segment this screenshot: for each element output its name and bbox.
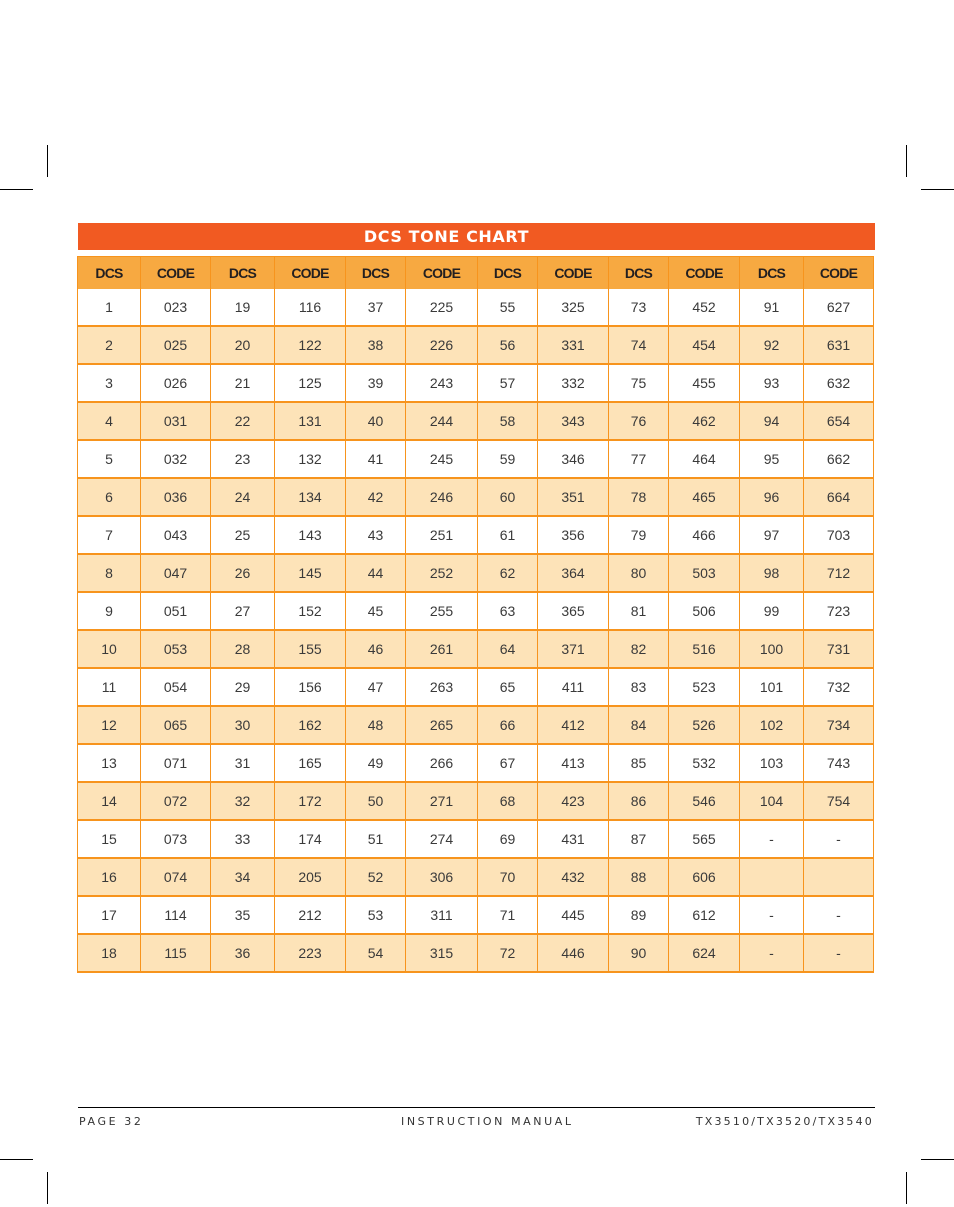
code-cell: 065	[141, 706, 211, 744]
table-row	[78, 478, 874, 516]
dcs-number-cell: 88	[609, 858, 669, 896]
dcs-number-cell: 9	[78, 592, 141, 630]
chart-title: DCS TONE CHART	[78, 223, 875, 250]
code-cell: 506	[669, 592, 740, 630]
table-row	[78, 440, 874, 478]
table-row	[78, 289, 874, 326]
code-cell: 132	[275, 440, 346, 478]
code-cell: 466	[669, 516, 740, 554]
dcs-number-cell: 55	[478, 289, 538, 326]
code-cell: 071	[141, 744, 211, 782]
code-cell: 627	[804, 289, 874, 326]
dcs-number-cell: 7	[78, 516, 141, 554]
code-cell: 452	[669, 289, 740, 326]
code-cell: 212	[275, 896, 346, 934]
code-cell: 631	[804, 326, 874, 364]
code-cell: 351	[538, 478, 609, 516]
dcs-number-cell: 38	[346, 326, 406, 364]
code-cell: 356	[538, 516, 609, 554]
dcs-number-cell: 27	[211, 592, 275, 630]
code-cell: 036	[141, 478, 211, 516]
code-cell: 074	[141, 858, 211, 896]
code-cell: 325	[538, 289, 609, 326]
code-cell: -	[804, 820, 874, 858]
code-cell: 346	[538, 440, 609, 478]
crop-mark-bottom-right-horizontal	[921, 1159, 954, 1160]
code-cell: 464	[669, 440, 740, 478]
code-cell: 266	[406, 744, 478, 782]
dcs-number-cell: 18	[78, 934, 141, 972]
code-cell: 165	[275, 744, 346, 782]
dcs-number-cell: 61	[478, 516, 538, 554]
footer-manual-title: INSTRUCTION MANUAL	[401, 1115, 574, 1128]
table-row	[78, 896, 874, 934]
dcs-number-cell: 100	[740, 630, 804, 668]
code-cell: 134	[275, 478, 346, 516]
dcs-number-cell: 41	[346, 440, 406, 478]
code-cell: 047	[141, 554, 211, 592]
code-cell: 364	[538, 554, 609, 592]
code-cell: 423	[538, 782, 609, 820]
dcs-number-cell: 84	[609, 706, 669, 744]
crop-mark-top-right-horizontal	[921, 189, 954, 190]
code-cell: 051	[141, 592, 211, 630]
dcs-number-cell: 39	[346, 364, 406, 402]
dcs-number-cell: 50	[346, 782, 406, 820]
code-cell: 732	[804, 668, 874, 706]
table-row	[78, 516, 874, 554]
dcs-number-cell: 53	[346, 896, 406, 934]
code-cell: 734	[804, 706, 874, 744]
dcs-number-cell: 28	[211, 630, 275, 668]
dcs-number-cell: 29	[211, 668, 275, 706]
table-row	[78, 820, 874, 858]
dcs-number-cell: 51	[346, 820, 406, 858]
dcs-tone-table	[77, 256, 874, 973]
dcs-number-cell: 47	[346, 668, 406, 706]
code-cell: 244	[406, 402, 478, 440]
code-cell: 516	[669, 630, 740, 668]
dcs-number-cell: 13	[78, 744, 141, 782]
code-cell: 662	[804, 440, 874, 478]
dcs-number-cell: 75	[609, 364, 669, 402]
dcs-number-cell: 68	[478, 782, 538, 820]
dcs-number-cell: 92	[740, 326, 804, 364]
dcs-number-cell: 56	[478, 326, 538, 364]
dcs-number-cell: 40	[346, 402, 406, 440]
dcs-number-cell: 1	[78, 289, 141, 326]
dcs-number-cell: 19	[211, 289, 275, 326]
table-row	[78, 630, 874, 668]
crop-mark-top-left-vertical	[47, 145, 48, 177]
header-dcs: DCS	[78, 257, 141, 290]
code-cell: 632	[804, 364, 874, 402]
dcs-number-cell: 35	[211, 896, 275, 934]
code-cell: 155	[275, 630, 346, 668]
crop-mark-bottom-right-vertical	[906, 1172, 907, 1204]
code-cell	[804, 858, 874, 896]
dcs-number-cell: 4	[78, 402, 141, 440]
dcs-number-cell: 2	[78, 326, 141, 364]
code-cell: 263	[406, 668, 478, 706]
header-dcs: DCS	[478, 257, 538, 290]
code-cell: 306	[406, 858, 478, 896]
dcs-number-cell: 99	[740, 592, 804, 630]
code-cell: 072	[141, 782, 211, 820]
header-dcs: DCS	[211, 257, 275, 290]
dcs-number-cell: 73	[609, 289, 669, 326]
footer-model-numbers: TX3510/TX3520/TX3540	[695, 1115, 874, 1128]
dcs-number-cell: 80	[609, 554, 669, 592]
code-cell: 523	[669, 668, 740, 706]
dcs-number-cell: 6	[78, 478, 141, 516]
footer-rule	[78, 1107, 875, 1108]
code-cell: 031	[141, 402, 211, 440]
code-cell: 145	[275, 554, 346, 592]
code-cell: 114	[141, 896, 211, 934]
dcs-number-cell: 67	[478, 744, 538, 782]
code-cell: 664	[804, 478, 874, 516]
code-cell: 162	[275, 706, 346, 744]
dcs-number-cell: 90	[609, 934, 669, 972]
crop-mark-bottom-left-vertical	[47, 1172, 48, 1204]
dcs-number-cell: 57	[478, 364, 538, 402]
dcs-number-cell: 86	[609, 782, 669, 820]
dcs-number-cell: 21	[211, 364, 275, 402]
dcs-number-cell: 62	[478, 554, 538, 592]
dcs-number-cell: 76	[609, 402, 669, 440]
dcs-number-cell: 96	[740, 478, 804, 516]
code-cell: 612	[669, 896, 740, 934]
footer-page-number: PAGE 32	[79, 1115, 144, 1128]
dcs-number-cell: 20	[211, 326, 275, 364]
code-cell: 503	[669, 554, 740, 592]
dcs-number-cell: 5	[78, 440, 141, 478]
dcs-number-cell: 34	[211, 858, 275, 896]
code-cell: 116	[275, 289, 346, 326]
code-cell: 371	[538, 630, 609, 668]
dcs-number-cell: 103	[740, 744, 804, 782]
dcs-number-cell: 25	[211, 516, 275, 554]
dcs-number-cell: 70	[478, 858, 538, 896]
header-dcs: DCS	[609, 257, 669, 290]
dcs-number-cell: 23	[211, 440, 275, 478]
dcs-number-cell: 63	[478, 592, 538, 630]
dcs-number-cell: 15	[78, 820, 141, 858]
dcs-number-cell: 71	[478, 896, 538, 934]
header-code: CODE	[804, 257, 874, 290]
dcs-number-cell: 12	[78, 706, 141, 744]
code-cell: 156	[275, 668, 346, 706]
dcs-number-cell: 95	[740, 440, 804, 478]
code-cell: 703	[804, 516, 874, 554]
dcs-number-cell: 14	[78, 782, 141, 820]
dcs-number-cell: 79	[609, 516, 669, 554]
code-cell: 332	[538, 364, 609, 402]
dcs-number-cell: 74	[609, 326, 669, 364]
dcs-number-cell: 16	[78, 858, 141, 896]
code-cell: 343	[538, 402, 609, 440]
code-cell: 624	[669, 934, 740, 972]
table-row	[78, 326, 874, 364]
code-cell: 743	[804, 744, 874, 782]
code-cell: 043	[141, 516, 211, 554]
code-cell: 315	[406, 934, 478, 972]
code-cell: 462	[669, 402, 740, 440]
table-row	[78, 668, 874, 706]
dcs-number-cell: 78	[609, 478, 669, 516]
header-code: CODE	[538, 257, 609, 290]
dcs-number-cell: 45	[346, 592, 406, 630]
dcs-number-cell: 91	[740, 289, 804, 326]
header-code: CODE	[669, 257, 740, 290]
dcs-number-cell: 69	[478, 820, 538, 858]
crop-mark-top-right-vertical	[906, 145, 907, 177]
dcs-number-cell	[740, 858, 804, 896]
code-cell: 251	[406, 516, 478, 554]
dcs-number-cell: -	[740, 820, 804, 858]
table-row	[78, 934, 874, 972]
code-cell: 413	[538, 744, 609, 782]
code-cell: 026	[141, 364, 211, 402]
dcs-number-cell: 11	[78, 668, 141, 706]
code-cell: 025	[141, 326, 211, 364]
dcs-number-cell: 44	[346, 554, 406, 592]
table-row	[78, 554, 874, 592]
code-cell: 032	[141, 440, 211, 478]
dcs-number-cell: 31	[211, 744, 275, 782]
dcs-number-cell: 32	[211, 782, 275, 820]
dcs-number-cell: -	[740, 896, 804, 934]
dcs-number-cell: 104	[740, 782, 804, 820]
code-cell: 265	[406, 706, 478, 744]
code-cell: 255	[406, 592, 478, 630]
code-cell: 446	[538, 934, 609, 972]
dcs-number-cell: 85	[609, 744, 669, 782]
code-cell: 023	[141, 289, 211, 326]
dcs-number-cell: -	[740, 934, 804, 972]
code-cell: 532	[669, 744, 740, 782]
dcs-number-cell: 98	[740, 554, 804, 592]
code-cell: 246	[406, 478, 478, 516]
table-row	[78, 706, 874, 744]
code-cell: -	[804, 896, 874, 934]
dcs-number-cell: 83	[609, 668, 669, 706]
dcs-number-cell: 102	[740, 706, 804, 744]
code-cell: 311	[406, 896, 478, 934]
header-dcs: DCS	[346, 257, 406, 290]
table-row	[78, 744, 874, 782]
dcs-number-cell: 64	[478, 630, 538, 668]
dcs-number-cell: 10	[78, 630, 141, 668]
code-cell: 174	[275, 820, 346, 858]
code-cell: 654	[804, 402, 874, 440]
code-cell: 411	[538, 668, 609, 706]
header-code: CODE	[406, 257, 478, 290]
code-cell: 754	[804, 782, 874, 820]
code-cell: 723	[804, 592, 874, 630]
dcs-number-cell: 72	[478, 934, 538, 972]
dcs-number-cell: 17	[78, 896, 141, 934]
code-cell: 152	[275, 592, 346, 630]
dcs-number-cell: 48	[346, 706, 406, 744]
dcs-number-cell: 52	[346, 858, 406, 896]
code-cell: -	[804, 934, 874, 972]
code-cell: 125	[275, 364, 346, 402]
code-cell: 365	[538, 592, 609, 630]
dcs-number-cell: 101	[740, 668, 804, 706]
dcs-number-cell: 58	[478, 402, 538, 440]
table-row	[78, 402, 874, 440]
dcs-number-cell: 24	[211, 478, 275, 516]
dcs-number-cell: 93	[740, 364, 804, 402]
code-cell: 245	[406, 440, 478, 478]
dcs-number-cell: 82	[609, 630, 669, 668]
table-body	[78, 289, 874, 972]
code-cell: 243	[406, 364, 478, 402]
code-cell: 465	[669, 478, 740, 516]
dcs-number-cell: 8	[78, 554, 141, 592]
code-cell: 455	[669, 364, 740, 402]
code-cell: 131	[275, 402, 346, 440]
code-cell: 122	[275, 326, 346, 364]
header-code: CODE	[275, 257, 346, 290]
dcs-number-cell: 81	[609, 592, 669, 630]
dcs-number-cell: 43	[346, 516, 406, 554]
code-cell: 073	[141, 820, 211, 858]
dcs-number-cell: 46	[346, 630, 406, 668]
code-cell: 223	[275, 934, 346, 972]
code-cell: 565	[669, 820, 740, 858]
code-cell: 606	[669, 858, 740, 896]
code-cell: 331	[538, 326, 609, 364]
code-cell: 712	[804, 554, 874, 592]
dcs-number-cell: 36	[211, 934, 275, 972]
code-cell: 274	[406, 820, 478, 858]
code-cell: 205	[275, 858, 346, 896]
code-cell: 115	[141, 934, 211, 972]
code-cell: 271	[406, 782, 478, 820]
dcs-number-cell: 54	[346, 934, 406, 972]
code-cell: 143	[275, 516, 346, 554]
code-cell: 526	[669, 706, 740, 744]
dcs-number-cell: 22	[211, 402, 275, 440]
dcs-number-cell: 94	[740, 402, 804, 440]
dcs-number-cell: 97	[740, 516, 804, 554]
code-cell: 225	[406, 289, 478, 326]
code-cell: 432	[538, 858, 609, 896]
table-row	[78, 592, 874, 630]
table-row	[78, 364, 874, 402]
code-cell: 261	[406, 630, 478, 668]
dcs-number-cell: 59	[478, 440, 538, 478]
dcs-number-cell: 26	[211, 554, 275, 592]
dcs-number-cell: 77	[609, 440, 669, 478]
header-code: CODE	[141, 257, 211, 290]
crop-mark-top-left-horizontal	[0, 189, 33, 190]
code-cell: 054	[141, 668, 211, 706]
code-cell: 445	[538, 896, 609, 934]
dcs-number-cell: 30	[211, 706, 275, 744]
table-row	[78, 858, 874, 896]
code-cell: 431	[538, 820, 609, 858]
dcs-number-cell: 89	[609, 896, 669, 934]
dcs-number-cell: 42	[346, 478, 406, 516]
dcs-number-cell: 60	[478, 478, 538, 516]
dcs-number-cell: 65	[478, 668, 538, 706]
code-cell: 252	[406, 554, 478, 592]
dcs-number-cell: 3	[78, 364, 141, 402]
dcs-number-cell: 66	[478, 706, 538, 744]
dcs-number-cell: 49	[346, 744, 406, 782]
crop-mark-bottom-left-horizontal	[0, 1159, 33, 1160]
header-dcs: DCS	[740, 257, 804, 290]
table-header-row	[78, 257, 874, 290]
code-cell: 546	[669, 782, 740, 820]
code-cell: 412	[538, 706, 609, 744]
code-cell: 731	[804, 630, 874, 668]
code-cell: 454	[669, 326, 740, 364]
code-cell: 226	[406, 326, 478, 364]
table-row	[78, 782, 874, 820]
dcs-number-cell: 33	[211, 820, 275, 858]
code-cell: 172	[275, 782, 346, 820]
dcs-number-cell: 37	[346, 289, 406, 326]
dcs-number-cell: 87	[609, 820, 669, 858]
code-cell: 053	[141, 630, 211, 668]
